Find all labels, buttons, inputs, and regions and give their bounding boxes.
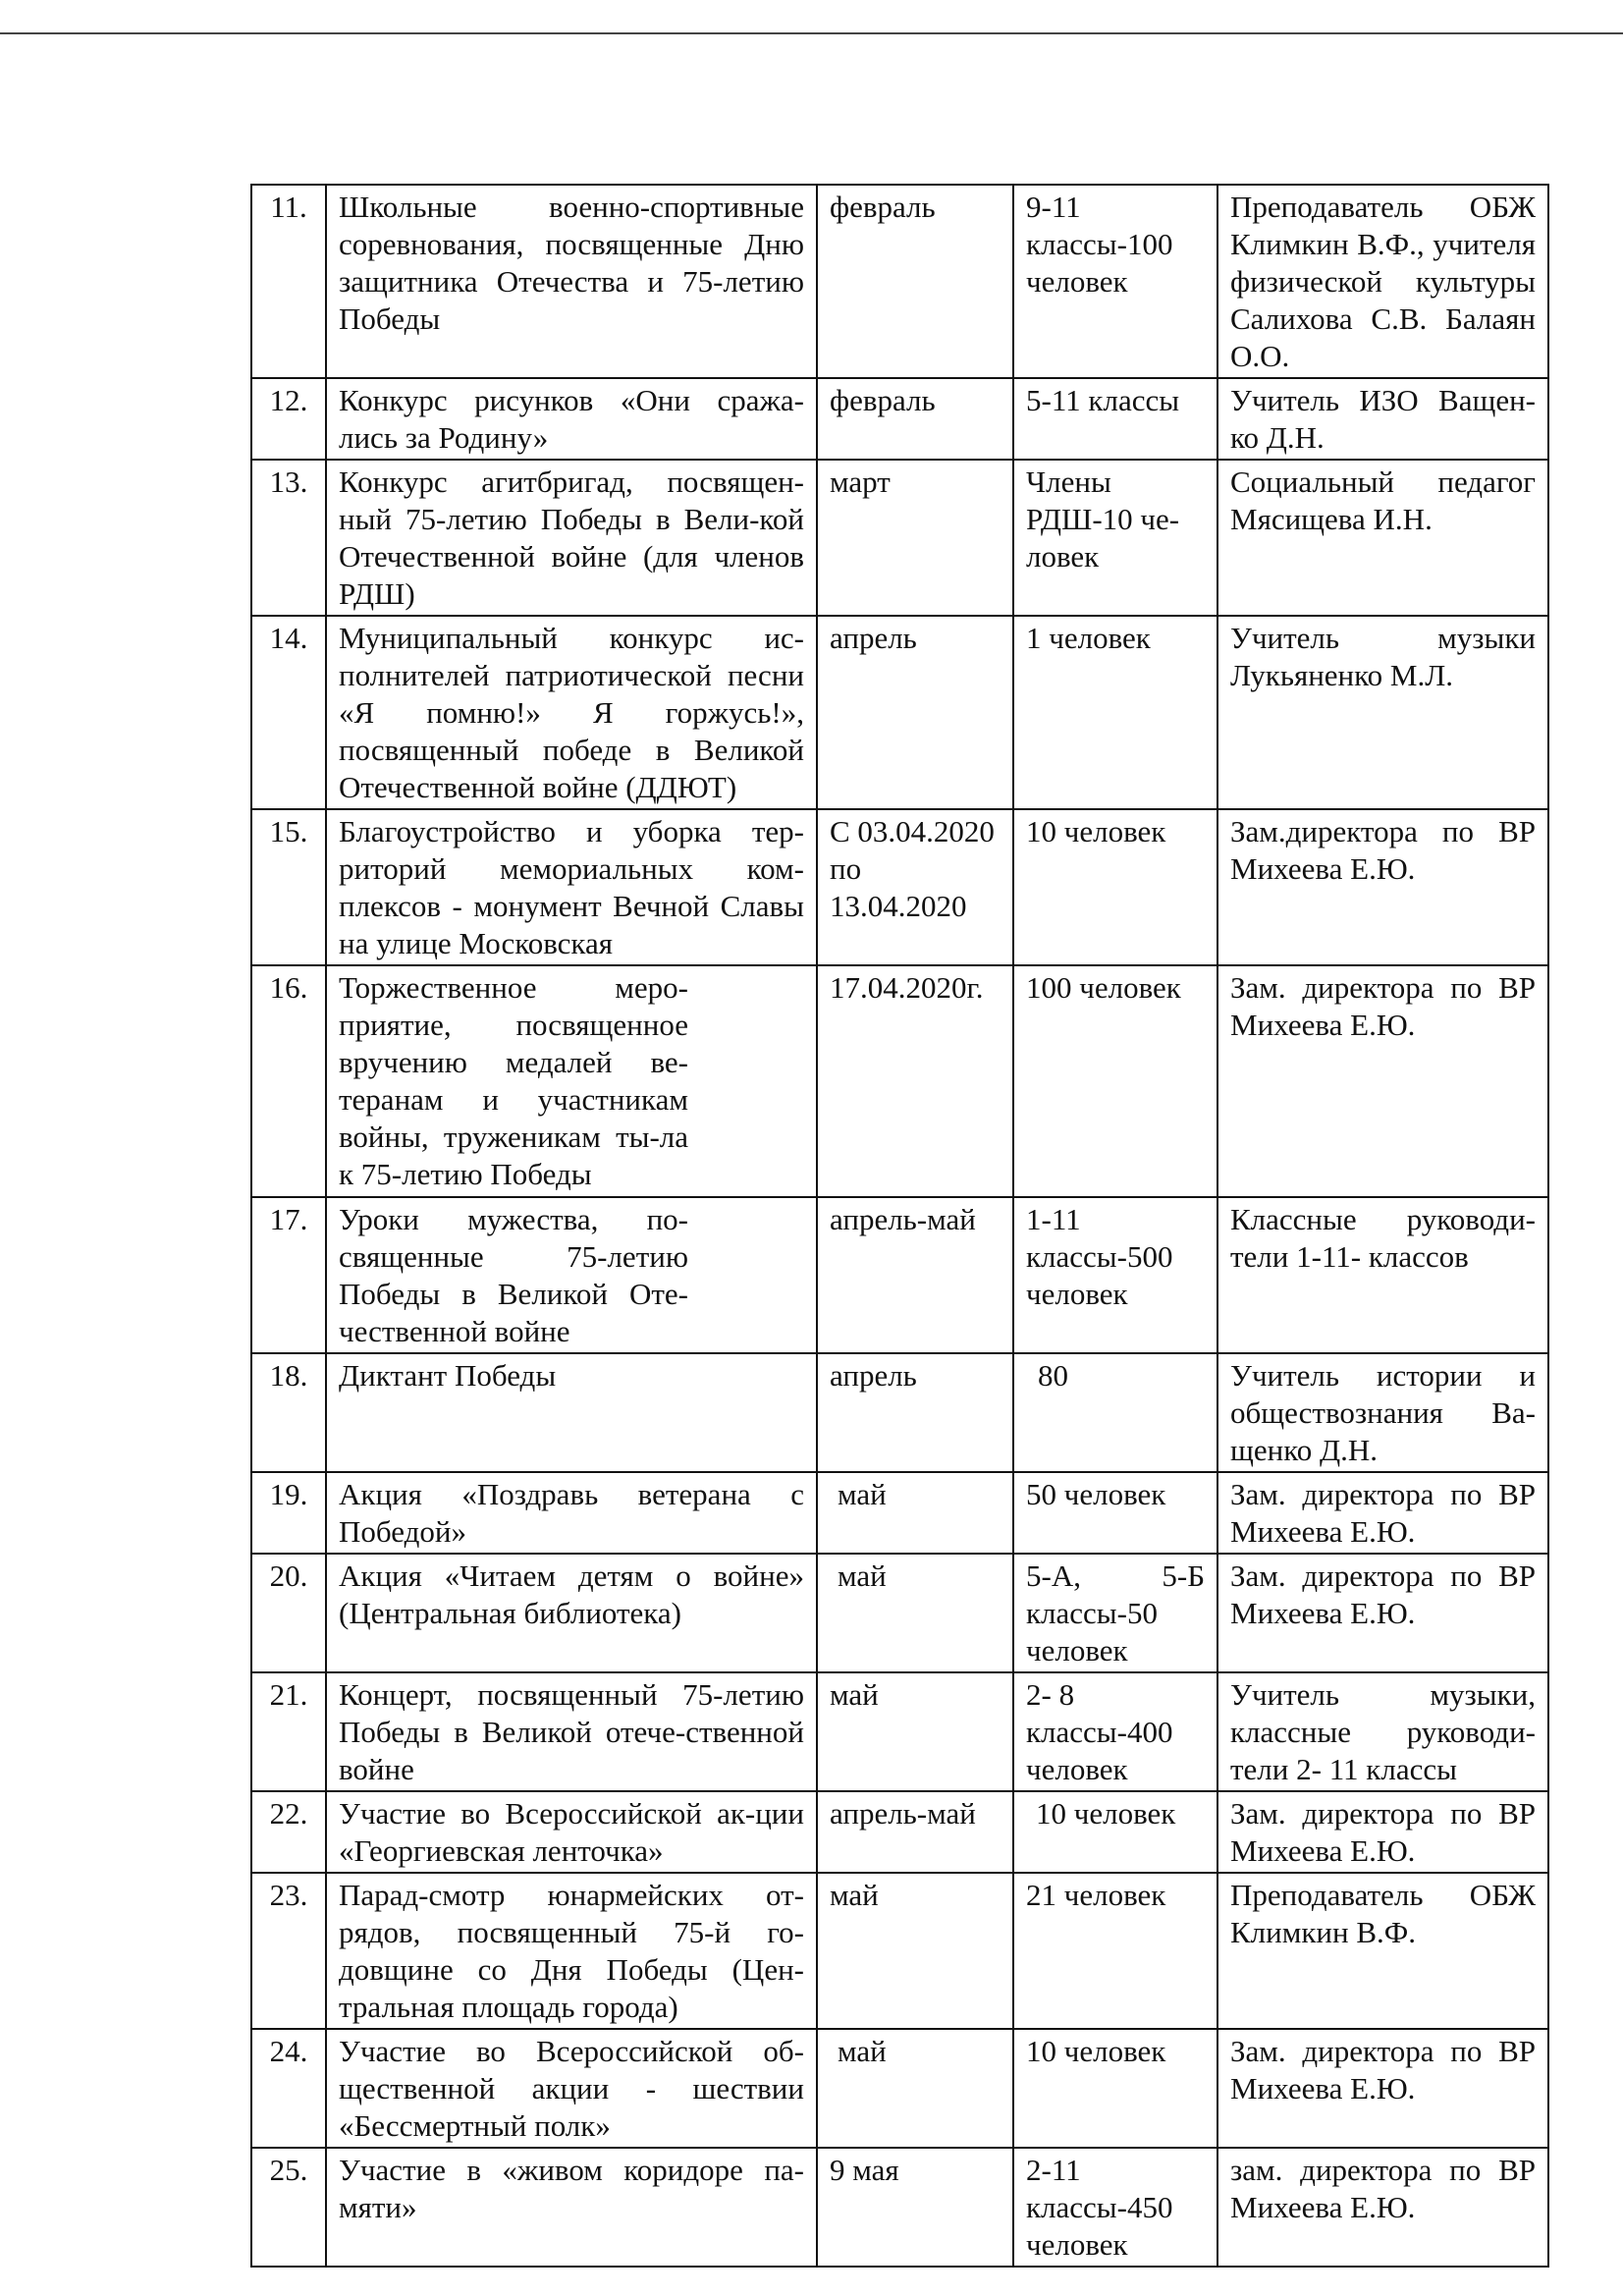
responsible-person: Социальный педагог Мясищева И.Н. (1217, 460, 1548, 616)
event-date: май (817, 1554, 1013, 1672)
table-row (251, 378, 1548, 460)
row-number: 22. (251, 1791, 326, 1873)
row-number: 18. (251, 1353, 326, 1472)
responsible-person: Учитель музыки, классные руководи-тели 2- 11 классы (1217, 1672, 1548, 1791)
event-name: Школьные военно-спортивные соревнования, посвященные Дню защитника Отечества и 75-летию Победы (326, 185, 817, 378)
table-row (251, 2148, 1548, 2267)
responsible-person: Зам. директора по ВР Михеева Е.Ю. (1217, 2029, 1548, 2148)
event-name: Диктант Победы (326, 1353, 817, 1472)
responsible-person: Преподаватель ОБЖ Климкин В.Ф. (1217, 1873, 1548, 2029)
event-name: Конкурс рисунков «Они сража-лись за Родину» (326, 378, 817, 460)
event-name: Концерт, посвященный 75-летию Победы в Великой отече-ственной войне (326, 1672, 817, 1791)
event-date: апрель (817, 1353, 1013, 1472)
responsible-person: Классные руководи-тели 1-11- классов (1217, 1197, 1548, 1353)
table-row (251, 965, 1548, 1197)
row-number: 24. (251, 2029, 326, 2148)
participants: 5-11 классы (1013, 378, 1217, 460)
participants: 80 (1013, 1353, 1217, 1472)
event-date: май (817, 2029, 1013, 2148)
event-date: май (817, 1672, 1013, 1791)
event-name: Уроки мужества, по-священные 75-летию Победы в Великой Оте-чественной войне (326, 1197, 817, 1353)
event-name: Торжественное меро-приятие, посвященное вручению медалей ве-теранам и участникам войны, труженикам ты-ла к 75-летию Победы (326, 965, 817, 1197)
participants: 100 человек (1013, 965, 1217, 1197)
row-number: 17. (251, 1197, 326, 1353)
event-name: Акция «Читаем детям о войне» (Центральная библиотека) (326, 1554, 817, 1672)
participants: 10 человек (1013, 1791, 1217, 1873)
responsible-person: зам. директора по ВР Михеева Е.Ю. (1217, 2148, 1548, 2267)
table-row (251, 1353, 1548, 1472)
event-name: Парад-смотр юнармейских от-рядов, посвященный 75-й го-довщине со Дня Победы (Цен-тральная площадь города) (326, 1873, 817, 2029)
table-row (251, 809, 1548, 965)
responsible-person: Учитель музыки Лукьяненко М.Л. (1217, 616, 1548, 809)
event-date: апрель-май (817, 1197, 1013, 1353)
table-row (251, 1791, 1548, 1873)
row-number: 16. (251, 965, 326, 1197)
table-row (251, 185, 1548, 378)
table-row (251, 460, 1548, 616)
top-rule (0, 32, 1623, 34)
event-date: февраль (817, 378, 1013, 460)
responsible-person: Зам. директора по ВР Михеева Е.Ю. (1217, 1472, 1548, 1554)
participants: 50 человек (1013, 1472, 1217, 1554)
responsible-person: Учитель истории и обществознания Ва-щенко Д.Н. (1217, 1353, 1548, 1472)
participants: 10 человек (1013, 2029, 1217, 2148)
table-row (251, 616, 1548, 809)
responsible-person: Зам. директора по ВР Михеева Е.Ю. (1217, 1791, 1548, 1873)
event-date: май (817, 1472, 1013, 1554)
responsible-person: Зам. директора по ВР Михеева Е.Ю. (1217, 1554, 1548, 1672)
row-number: 21. (251, 1672, 326, 1791)
participants: Члены РДШ-10 че-ловек (1013, 460, 1217, 616)
row-number: 12. (251, 378, 326, 460)
participants: 9-11 классы-100 человек (1013, 185, 1217, 378)
event-name: Участие во Всероссийской об-щественной акции - шествии «Бессмертный полк» (326, 2029, 817, 2148)
responsible-person: Зам.директора по ВР Михеева Е.Ю. (1217, 809, 1548, 965)
event-date: 9 мая (817, 2148, 1013, 2267)
row-number: 23. (251, 1873, 326, 2029)
row-number: 20. (251, 1554, 326, 1672)
event-date: С 03.04.2020 по 13.04.2020 (817, 809, 1013, 965)
row-number: 11. (251, 185, 326, 378)
row-number: 19. (251, 1472, 326, 1554)
participants: 10 человек (1013, 809, 1217, 965)
event-name: Акция «Поздравь ветерана с Победой» (326, 1472, 817, 1554)
table-row (251, 1472, 1548, 1554)
participants: 5-А, 5-Б классы-50 человек (1013, 1554, 1217, 1672)
row-number: 15. (251, 809, 326, 965)
table-row (251, 1554, 1548, 1672)
responsible-person: Учитель ИЗО Ващен-ко Д.Н. (1217, 378, 1548, 460)
event-date: май (817, 1873, 1013, 2029)
event-date: март (817, 460, 1013, 616)
table-row (251, 1197, 1548, 1353)
event-name: Участие во Всероссийской ак-ции «Георгиевская ленточка» (326, 1791, 817, 1873)
table-row (251, 1873, 1548, 2029)
responsible-person: Преподаватель ОБЖ Климкин В.Ф., учителя физической культуры Салихова С.В. Балаян О.О. (1217, 185, 1548, 378)
event-name: Участие в «живом коридоре па-мяти» (326, 2148, 817, 2267)
event-date: февраль (817, 185, 1013, 378)
participants: 2-11 классы-450 человек (1013, 2148, 1217, 2267)
row-number: 13. (251, 460, 326, 616)
row-number: 25. (251, 2148, 326, 2267)
event-date: апрель (817, 616, 1013, 809)
participants: 1 человек (1013, 616, 1217, 809)
events-table-body (251, 185, 1548, 2267)
event-name: Конкурс агитбригад, посвящен-ный 75-летию Победы в Вели-кой Отечественной войне (для членов РДШ) (326, 460, 817, 616)
participants: 2- 8 классы-400 человек (1013, 1672, 1217, 1791)
events-table (250, 184, 1549, 2268)
event-name: Муниципальный конкурс ис-полнителей патриотической песни «Я помню!» Я горжусь!», посвященный победе в Великой Отечественной войне (ДДЮТ) (326, 616, 817, 809)
responsible-person: Зам. директора по ВР Михеева Е.Ю. (1217, 965, 1548, 1197)
event-date: апрель-май (817, 1791, 1013, 1873)
participants: 21 человек (1013, 1873, 1217, 2029)
table-row (251, 2029, 1548, 2148)
row-number: 14. (251, 616, 326, 809)
participants: 1-11 классы-500 человек (1013, 1197, 1217, 1353)
event-name: Благоустройство и уборка тер-риторий мемориальных ком-плексов - монумент Вечной Славы на улице Московская (326, 809, 817, 965)
event-date: 17.04.2020г. (817, 965, 1013, 1197)
table-row (251, 1672, 1548, 1791)
